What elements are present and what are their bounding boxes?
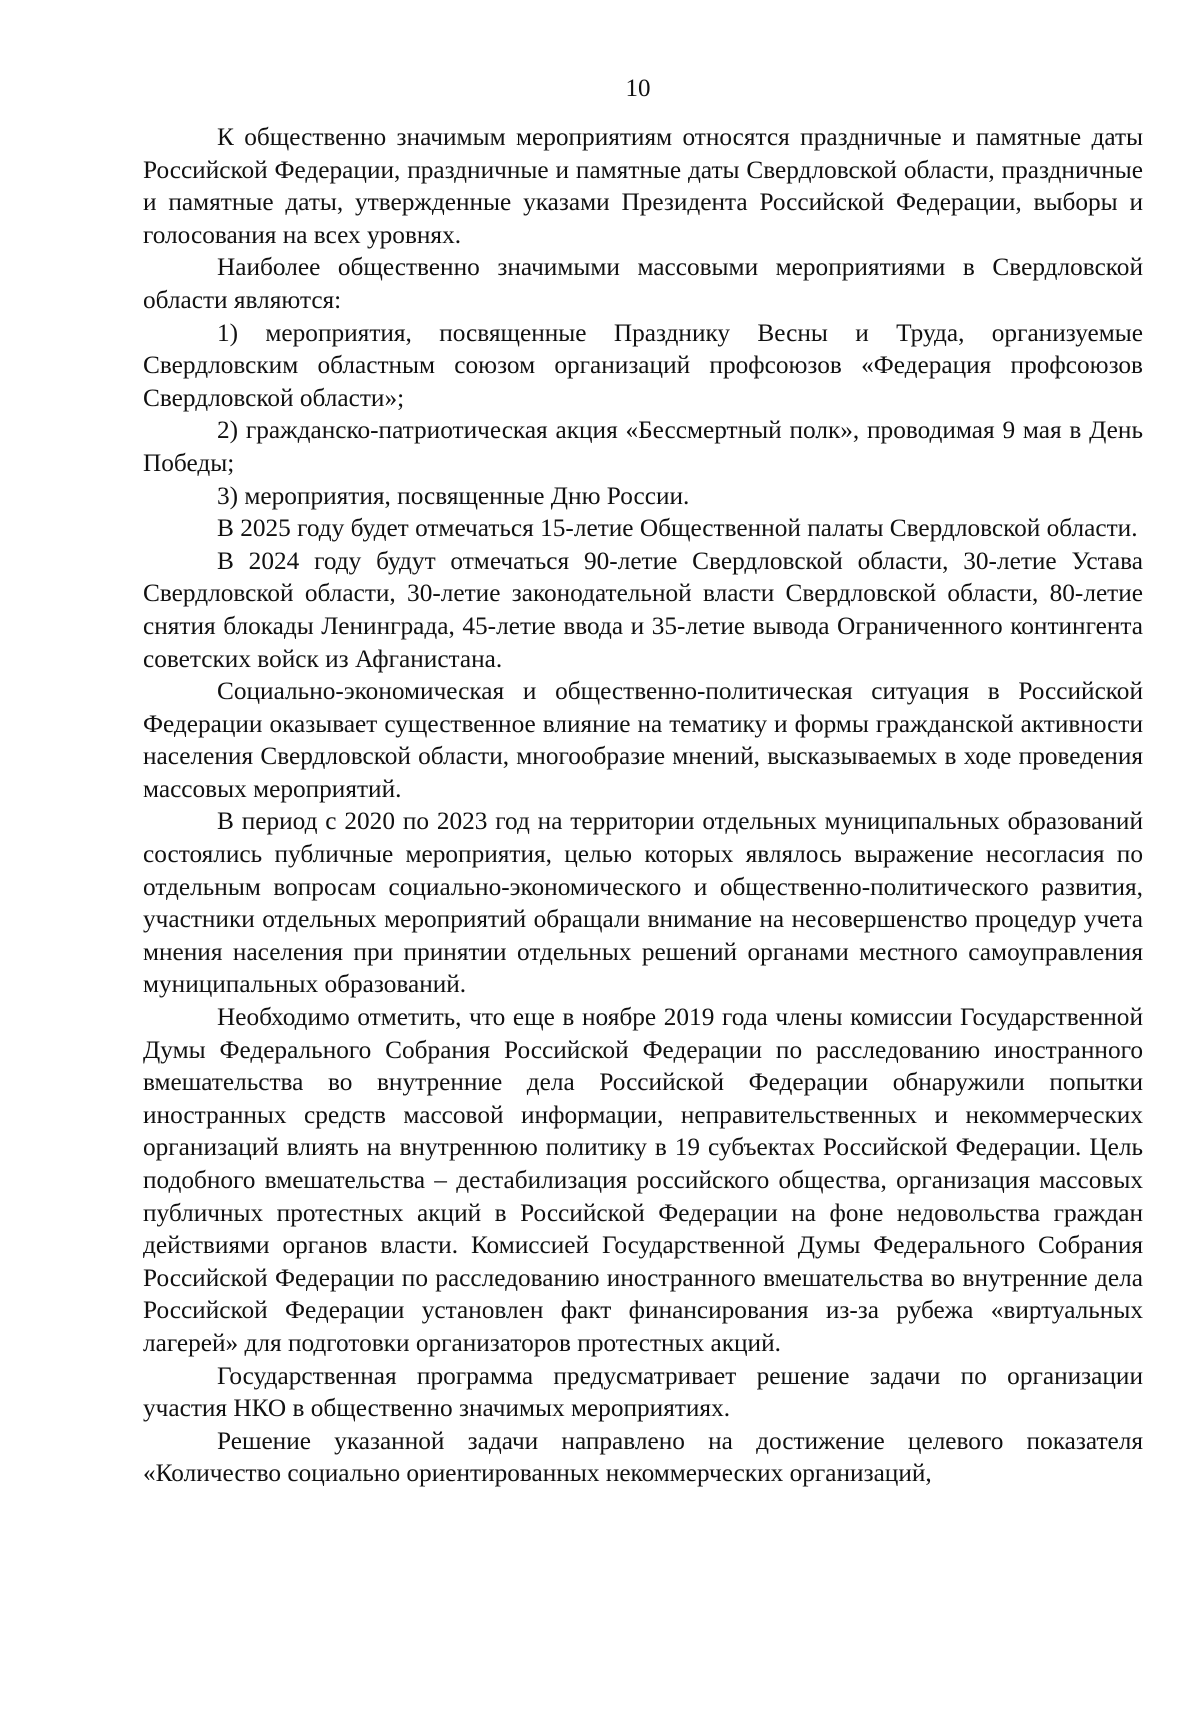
- paragraph: Социально-экономическая и общественно-политическая ситуация в Российской Федерации оказывает существенное влияние на тематику и формы гражданской активности населения Свердловской области, многообразие мнений, высказываемых в ходе проведения массовых мероприятий.: [143, 677, 1143, 803]
- paragraph: К общественно значимым мероприятиям относятся праздничные и памятные даты Российской Федерации, праздничные и памятные даты Свердловской области, праздничные и памятные даты, утвержденные указами Президента Российской Федерации, выборы и голосования на всех уровнях.: [143, 123, 1143, 249]
- paragraph: Необходимо отметить, что еще в ноябре 2019 года члены комиссии Государственной Думы Федерального Собрания Российской Федерации по расследованию иностранного вмешательства во внутренние дела Российской Федерации обнаружили попытки иностранных средств массовой информации, неправительственных и некоммерческих организаций влиять на внутреннюю политику в 19 субъектах Российской Федерации. Цель подобного вмешательства – дестабилизация российского общества, организация массовых публичных протестных акций в Российской Федерации на фоне недовольства граждан действиями органов власти. Комиссией Государственной Думы Федерального Собрания Российской Федерации по расследованию иностранного вмешательства во внутренние дела Российской Федерации установлен факт финансирования из-за рубежа «виртуальных лагерей» для подготовки организаторов протестных акций.: [143, 1003, 1143, 1357]
- paragraph: В период с 2020 по 2023 год на территории отдельных муниципальных образований состоялись публичные мероприятия, целью которых являлось выражение несогласия по отдельным вопросам социально-экономического и общественно-политического развития, участники отдельных мероприятий обращали внимание на несовершенство процедур учета мнения населения при принятии отдельных решений органами местного самоуправления муниципальных образований.: [143, 807, 1143, 999]
- paragraph: Государственная программа предусматривает решение задачи по организации участия НКО в общественно значимых мероприятиях.: [143, 1361, 1143, 1423]
- list-item: 3) мероприятия, посвященные Дню России.: [217, 481, 690, 510]
- paragraph: Наиболее общественно значимыми массовыми мероприятиями в Свердловской области являются:: [143, 253, 1143, 314]
- page-number: 10: [625, 75, 651, 102]
- list-item: 1) мероприятия, посвященные Празднику Весны и Труда, организуемые Свердловским областным союзом организаций профсоюзов «Федерация профсоюзов Свердловской области»;: [143, 318, 1143, 412]
- paragraph: Решение указанной задачи направлено на достижение целевого показателя «Количество социально ориентированных некоммерческих организаций,: [143, 1426, 1143, 1488]
- document-body: [143, 121, 1143, 1490]
- paragraph: В 2025 году будет отмечаться 15-летие Общественной палаты Свердловской области.: [217, 514, 1138, 543]
- paragraph: В 2024 году будут отмечаться 90-летие Свердловской области, 30-летие Устава Свердловской области, 30-летие законодательной власти Свердловской области, 80-летие снятия блокады Ленинграда, 45-летие ввода и 35-летие вывода Ограниченного контингента советских войск из Афганистана.: [143, 546, 1143, 673]
- list-item: 2) гражданско-патриотическая акция «Бессмертный полк», проводимая 9 мая в День Победы;: [143, 416, 1143, 477]
